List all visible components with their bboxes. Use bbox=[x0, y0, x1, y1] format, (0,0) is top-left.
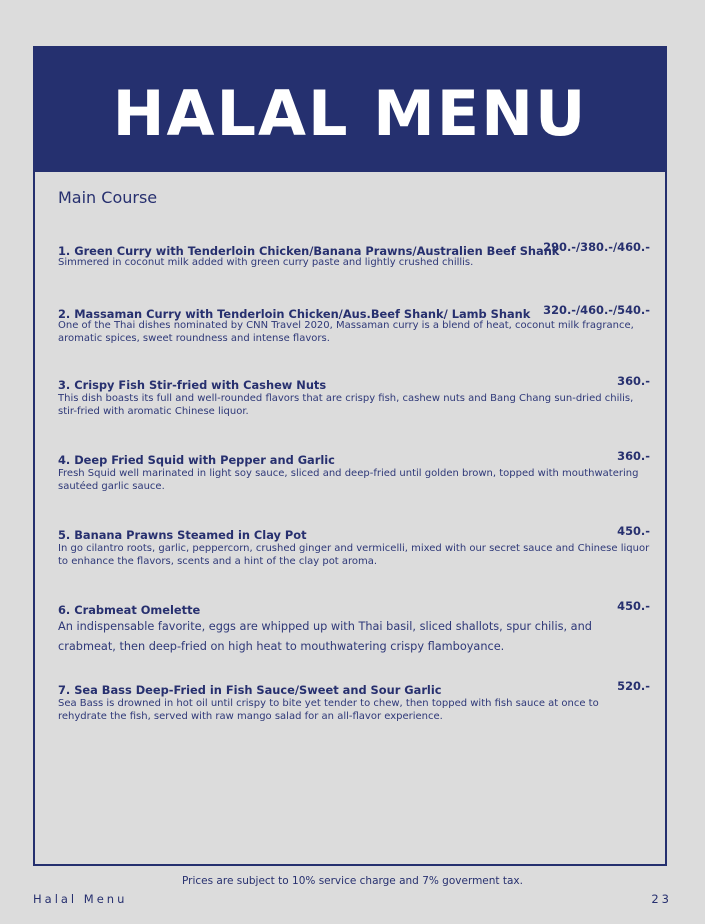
menu-item bbox=[58, 599, 650, 657]
item-price: 450.- bbox=[617, 599, 650, 613]
item-name: 4. Deep Fried Squid with Pepper and Garlic bbox=[58, 453, 335, 467]
item-price: 360.- bbox=[617, 374, 650, 388]
menu-frame bbox=[33, 46, 667, 866]
menu-item bbox=[58, 303, 650, 345]
menu-item bbox=[58, 524, 650, 568]
menu-item bbox=[58, 449, 650, 493]
page-title: HALAL MENU bbox=[112, 76, 588, 150]
item-description: Simmered in coconut milk added with green curry paste and lightly crushed chillis. bbox=[58, 257, 474, 268]
item-price: 360.- bbox=[617, 449, 650, 463]
item-price: 290.-/380.-/460.- bbox=[543, 240, 650, 254]
item-name: 2. Massaman Curry with Tenderloin Chicken/Aus.Beef Shank/ Lamb Shank bbox=[58, 307, 531, 321]
item-description: This dish boasts its full and well-rounded flavors that are crispy fish, cashew nuts and Bang Chang sun-dried chilis, stir-fried with aromatic Chinese liquor. bbox=[58, 393, 634, 417]
item-description: In go cilantro roots, garlic, peppercorn, crushed ginger and vermicelli, mixed with our secret sauce and Chinese liquor to enhance the flavors, scents and a hint of the clay pot aroma. bbox=[58, 543, 650, 567]
title-banner bbox=[35, 48, 665, 172]
item-price: 320.-/460.-/540.- bbox=[543, 303, 650, 317]
item-name: 7. Sea Bass Deep-Fried in Fish Sauce/Sweet and Sour Garlic bbox=[58, 683, 442, 697]
menu-item bbox=[58, 240, 650, 269]
menu-item bbox=[58, 374, 650, 418]
page-number: 23 bbox=[651, 892, 672, 906]
section-title: Main Course bbox=[58, 188, 158, 207]
item-description: Sea Bass is drowned in hot oil until crispy to bite yet tender to chew, then topped with fish sauce at once to rehydrate the fish, served with raw mango salad for an all-flavor experience. bbox=[58, 698, 599, 722]
item-name: 3. Crispy Fish Stir-fried with Cashew Nuts bbox=[58, 378, 327, 392]
item-price: 450.- bbox=[617, 524, 650, 538]
item-name: 5. Banana Prawns Steamed in Clay Pot bbox=[58, 528, 307, 542]
item-name: 1. Green Curry with Tenderloin Chicken/Banana Prawns/Australien Beef Shank bbox=[58, 244, 560, 258]
item-name: 6. Crabmeat Omelette bbox=[58, 603, 201, 617]
item-description: An indispensable favorite, eggs are whipped up with Thai basil, sliced shallots, spur chilis, and crabmeat, then deep-fried on high heat to mouthwatering crispy flamboyance. bbox=[58, 620, 592, 653]
menu-item bbox=[58, 679, 650, 723]
tax-note: Prices are subject to 10% service charge and 7% goverment tax. bbox=[182, 875, 523, 887]
footer-label: Halal Menu bbox=[33, 892, 128, 906]
item-description: One of the Thai dishes nominated by CNN Travel 2020, Massaman curry is a blend of heat, coconut milk fragrance, aromatic spices, sweet roundness and intense flavors. bbox=[58, 320, 634, 344]
item-description: Fresh Squid well marinated in light soy sauce, sliced and deep-fried until golden brown, topped with mouthwatering sautéed garlic sauce. bbox=[58, 468, 639, 492]
item-price: 520.- bbox=[617, 679, 650, 693]
